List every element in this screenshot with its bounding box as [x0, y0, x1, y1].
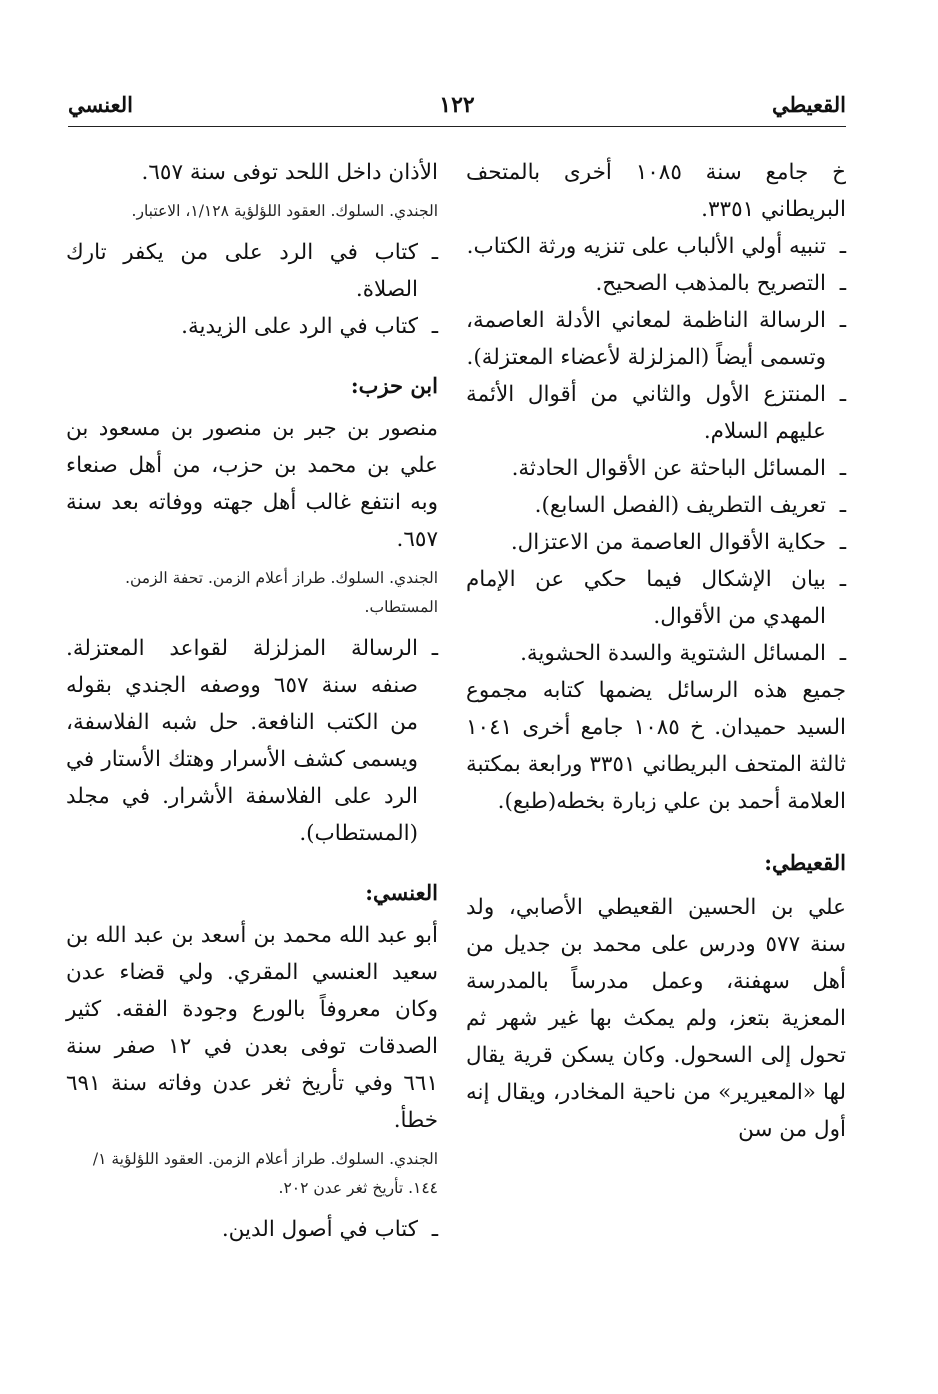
- list-item: ـ الرسالة الناظمة لمعاني الأدلة العاصمة، وتسمى أيضاً (المزلزلة لأعضاء المعتزلة).: [466, 302, 846, 376]
- paragraph: خ جامع سنة ١٠٨٥ أخرى بالمتحف البريطاني ٣٣٥١.: [466, 160, 846, 222]
- list-item: ـ المنتزع الأول والثاني من أقوال الأئمة عليهم السلام.: [466, 376, 846, 450]
- right-column: [466, 150, 846, 1148]
- list-item: ـ كتاب في أصول الدين.: [66, 1211, 438, 1248]
- list-item: ـ كتاب في الرد على الزيدية.: [66, 308, 438, 345]
- list-item: ـ المسائل الباحثة عن الأقوال الحادثة.: [466, 450, 846, 487]
- paragraph: علي بن الحسين القعيطي الأصابي، ولد سنة ٥٧٧ ودرس على محمد بن جديل من أهل سهفنة، وعمل مدرساً بالمدرسة المعزية بتعز، ولم يمكث بها غير شهر ثم تحول إلى السحول. وكان يسكن قرية يقال لها «المعيرير» من ناحية المخادر، ويقال إنه أول من سن: [466, 895, 846, 1142]
- paragraph: أبو عبد الله محمد بن أسعد بن عبد الله بن سعيد العنسي المقري. ولي قضاء عدن وكان معروفاً بالورع وجودة الفقه. كثير الصدقات توفى بعدن في ١٢ صفر سنة ٦٦١ وفي تأريخ ثغر عدن وفاته سنة ٦٩١ خطأ.: [66, 923, 438, 1133]
- header-right-entry: القعيطي: [771, 92, 846, 117]
- list-item: ـ كتاب في الرد على من يكفر تارك الصلاة.: [66, 234, 438, 308]
- running-header: [68, 92, 846, 127]
- sources-note: الجندي. السلوك. العقود اللؤلؤية ١/١٢٨، الاعتبار.: [131, 202, 438, 220]
- header-left-entry: العنسي: [68, 92, 133, 117]
- paragraph: جميع هذه الرسائل يضمها كتابه مجموع السيد حميدان. خ ١٠٨٥ جامع أخرى ١٠٤١ ثالثة المتحف البريطاني ٣٣٥١ ورابعة بمكتبة العلامة أحمد بن علي زبارة بخطه(طبع).: [466, 678, 846, 814]
- entry-heading: القعيطي:: [764, 850, 846, 875]
- list-item: ـ المسائل الشتوية والسدة الحشوية.: [466, 635, 846, 672]
- entry-heading: العنسي:: [365, 880, 438, 905]
- list-item: ـ الرسالة المزلزلة لقواعد المعتزلة. صنفه سنة ٦٥٧ ووصفه الجندي بقوله من الكتب النافعة. حل شبه الفلاسفة، ويسمى كشف الأسرار وهتك الأستار في الرد على الفلاسفة الأشرار. في مجلد (المستطاب).: [66, 630, 438, 852]
- list-item: ـ تعريف التطريف (الفصل السابع).: [466, 487, 846, 524]
- paragraph: منصور بن جبر بن منصور بن مسعود بن علي بن محمد بن حزب، من أهل صنعاء وبه انتفع غالب أهل جهته ووفاته بعد سنة ٦٥٧.: [66, 416, 438, 552]
- list-item: ـ تنبيه أولي الألباب على تنزيه ورثة الكتاب.: [466, 228, 846, 265]
- list-item: ـ بيان الإشكال فيما حكي عن الإمام المهدي من الأقوال.: [466, 561, 846, 635]
- page-number: ١٢٢: [439, 92, 475, 118]
- sources-note: الجندي. السلوك. طراز أعلام الزمن. العقود اللؤلؤية ١/ ١٤٤. تأريخ ثغر عدن ٢٠٢.: [92, 1150, 438, 1197]
- entry-heading: ابن حزب:: [350, 373, 438, 398]
- list-item: ـ حكاية الأقوال العاصمة من الاعتزال.: [466, 524, 846, 561]
- sources-note: الجندي. السلوك. طراز أعلام الزمن. تحفة الزمن. المستطاب.: [125, 569, 438, 616]
- paragraph: الأذان داخل اللحد توفى سنة ٦٥٧.: [141, 160, 438, 185]
- left-column: [66, 150, 438, 1248]
- list-item: ـ التصريح بالمذهب الصحيح.: [466, 265, 846, 302]
